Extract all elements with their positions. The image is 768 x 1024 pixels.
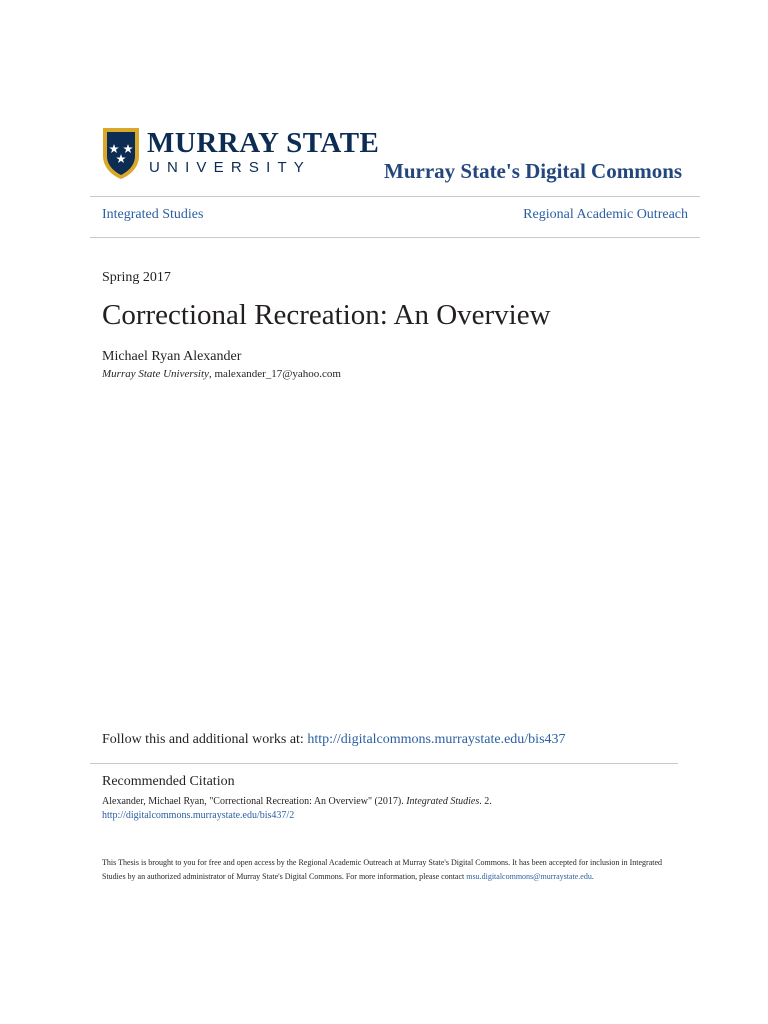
shield-icon: [101, 126, 141, 180]
repository-title-link[interactable]: Murray State's Digital Commons: [384, 159, 683, 183]
author-email: , malexander_17@yahoo.com: [208, 368, 341, 380]
affiliation-name: Murray State University: [102, 368, 209, 380]
logo-subtitle: UNIVERSITY: [149, 159, 312, 176]
citation-text: [102, 796, 492, 807]
collection-link-integrated-studies[interactable]: Integrated Studies: [102, 207, 204, 222]
paper-title: Correctional Recreation: An Overview: [102, 299, 551, 331]
publication-date: Spring 2017: [102, 270, 171, 285]
citation-text-before: Alexander, Michael Ryan, "Correctional Recreation: An Overview" (2017).: [102, 796, 407, 807]
citation-text-after: . 2.: [479, 796, 492, 807]
contact-email-link[interactable]: msu.digitalcommons@murraystate.edu: [466, 872, 592, 881]
collection-link-regional-outreach[interactable]: Regional Academic Outreach: [523, 207, 688, 222]
notice-end: .: [591, 872, 594, 881]
author-name: Michael Ryan Alexander: [102, 349, 242, 364]
citation-journal: Integrated Studies: [406, 796, 480, 807]
header-divider-top: [90, 196, 700, 197]
follow-label: Follow this and additional works at:: [102, 732, 308, 747]
header-divider-bottom: [90, 237, 700, 238]
citation-url-link[interactable]: http://digitalcommons.murraystate.edu/bis437/2: [102, 810, 295, 821]
follow-url-link[interactable]: http://digitalcommons.murraystate.edu/bis437: [307, 732, 566, 747]
access-notice: [102, 856, 682, 884]
citation-heading: Recommended Citation: [102, 774, 235, 789]
logo-wordmark: MURRAY STATE: [147, 127, 380, 159]
follow-line: [102, 732, 566, 748]
notice-text: This Thesis is brought to you for free and open access by the Regional Academic Outreach at Murray State's Digital Commons. It has been accepted for inclusion in Integrated Studies by an authorized administrator of Murray State's Digital Commons. For more information, please contact: [102, 858, 663, 881]
author-affiliation: [102, 368, 341, 380]
citation-divider: [90, 763, 678, 764]
